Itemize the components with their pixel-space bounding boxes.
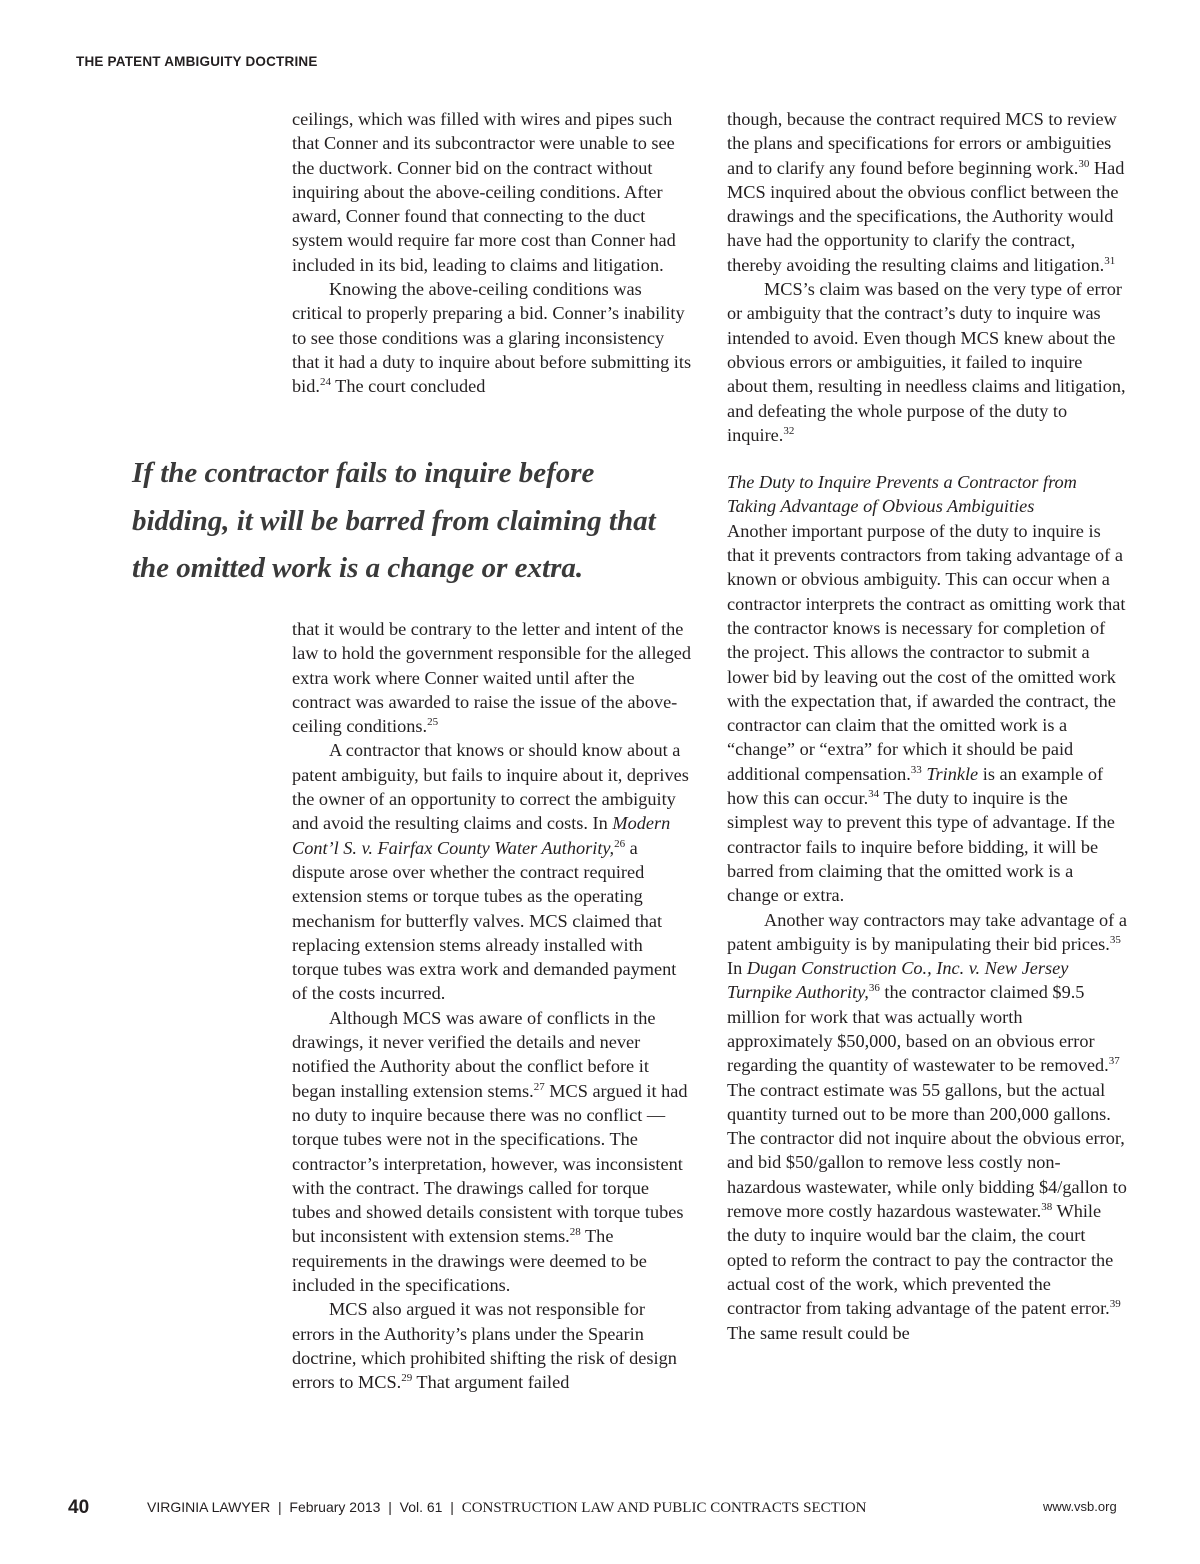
paragraph-text: MCS argued it had no duty to inquire because there was no conflict — torque tubes were not in the specifications. The contractor’s interpretation, however, was inconsistent with the contract. The drawings called for torque tubes and showed details consistent with torque tubes but inconsistent with extension stems. <box>292 1080 688 1247</box>
case-citation: Dugan Construction Co., Inc. v. New Jersey Turnpike Authority, <box>727 958 1069 1003</box>
footnote-ref: 29 <box>401 1372 413 1385</box>
website-url: www.vsb.org <box>1043 1499 1117 1514</box>
publication-line <box>147 1499 866 1517</box>
footnote-ref: 26 <box>614 837 626 850</box>
footnote-ref: 30 <box>1078 157 1090 170</box>
paragraph <box>727 908 1127 1345</box>
separator: | <box>277 1499 282 1515</box>
paragraph-text: though, because the contract required MCS to review the plans and specifications for errors or ambiguities and to clarify any found before beginning work. <box>727 109 1117 178</box>
paragraph-text: Although MCS was aware of conflicts in the drawings, it never verified the details and never notified the Authority about the conflict before it began installing extension stems. <box>292 1007 656 1101</box>
footnote-ref: 27 <box>533 1080 545 1093</box>
paragraph-text: MCS also argued it was not responsible for errors in the Authority’s plans under the Spearin doctrine, which prohibited shifting the risk of design errors to MCS. <box>292 1299 677 1393</box>
paragraph-text: While the duty to inquire would bar the claim, the court opted to reform the contract to pay the contractor the actual cost of the work, which prevented the contractor from taking advantage of the patent error. <box>727 1201 1114 1319</box>
page-footer <box>0 1497 1200 1527</box>
footnote-ref: 25 <box>427 716 439 729</box>
paragraph-text: is an example of how this can occur. <box>727 763 1104 809</box>
paragraph <box>292 277 692 398</box>
footnote-ref: 31 <box>1104 254 1116 267</box>
paragraph-text: that it would be contrary to the letter and intent of the law to hold the government responsible for the alleged extra work where Conner waited until after the contract was awarded to raise the issue of the above-ceiling conditions. <box>292 619 692 737</box>
paragraph <box>292 1006 692 1298</box>
paragraph-text: The requirements in the drawings were deemed to be included in the specifications. <box>292 1226 647 1296</box>
footnote-ref: 35 <box>1109 933 1121 946</box>
case-citation: Trinkle <box>926 763 979 784</box>
pull-quote: If the contractor fails to inquire before bidding, it will be barred from claiming that the omitted work is a change or extra. <box>132 457 656 584</box>
paragraph-text: The same result could be <box>727 1322 910 1343</box>
paragraph <box>292 1297 692 1394</box>
separator: | <box>388 1499 392 1515</box>
footnote-ref: 24 <box>319 376 331 389</box>
spacer <box>727 447 1127 470</box>
paragraph <box>727 519 1127 908</box>
paragraph-text: Knowing the above-ceiling conditions was critical to properly preparing a bid. Conner’s inability to see those conditions was a glaring inconsistency that it had a duty to inquire about before submitting its bid. <box>292 279 692 397</box>
issue-date: February 2013 <box>289 1499 381 1515</box>
paragraph-text: Had MCS inquired about the obvious conflict between the drawings and the specifications, the Authority would have had the opportunity to clarify the contract, thereby avoiding the resulting claims and litigation. <box>727 157 1125 275</box>
footnote-ref: 38 <box>1041 1201 1053 1214</box>
section-name: CONSTRUCTION LAW AND PUBLIC CONTRACTS SECTION <box>461 1500 867 1516</box>
paragraph-text: MCS’s claim was based on the very type of error or ambiguity that the contract’s duty to inquire was intended to avoid. Even though MCS knew about the obvious errors or ambiguities, it failed to inquire about them, resulting in needless claims and litigation, and defeating the whole purpose of the duty to inquire. <box>727 279 1126 445</box>
paragraph-text: The contract estimate was 55 gallons, but the actual quantity turned out to be more than 200,000 gallons. The contractor did not inquire about the obvious error, and bid $50/gallon to remove less costly non-hazardous wastewater, while only bidding $4/gallon to remove more costly hazardous wastewater. <box>727 1079 1127 1222</box>
separator: | <box>450 1499 454 1515</box>
column-right <box>727 107 1127 1345</box>
paragraph-text: A contractor that knows or should know about a patent ambiguity, but fails to inquire about it, deprives the owner of an opportunity to correct the ambiguity and avoid the resulting claims and costs. In <box>292 740 689 834</box>
column-top-left <box>292 107 692 399</box>
paragraph-text: In <box>727 958 747 979</box>
paragraph-text: ceilings, which was filled with wires and pipes such that Conner and its subcontractor were unable to see the ductwork. Conner bid on the contract without inquiring about the above-ceiling conditions. After award, Conner found that connecting to the duct system would require far more cost than Conner had included in its bid, leading to claims and litigation. <box>292 109 676 275</box>
paragraph <box>727 107 1127 277</box>
footnote-ref: 39 <box>1109 1298 1121 1311</box>
footnote-ref: 28 <box>569 1226 581 1239</box>
paragraph <box>292 107 692 277</box>
paragraph-text: a dispute arose over whether the contract required extension stems or torque tubes as the operating mechanism for butterfly valves. MCS claimed that replacing extension stems already installed with torque tubes was extra work and demanded payment of the costs incurred. <box>292 837 677 1004</box>
footnote-ref: 32 <box>783 424 795 437</box>
case-citation: Modern Cont’l S. v. Fairfax County Water Authority, <box>292 813 671 858</box>
running-head: THE PATENT AMBIGUITY DOCTRINE <box>76 54 318 69</box>
paragraph-text: That argument failed <box>412 1372 570 1393</box>
footnote-ref: 37 <box>1108 1055 1120 1068</box>
paragraph-text: Another important purpose of the duty to inquire is that it prevents contractors from taking advantage of a known or obvious ambiguity. This can occur when a contractor interprets the contract as omitting work that the contractor knows is necessary for completion of the project. This allows the contractor to submit a lower bid by leaving out the cost of the omitted work with the expectation that, if awarded the contract, the contractor can claim that the omitted work is a “change” or “extra” for which it should be paid additional compensation. <box>727 520 1126 784</box>
paragraph-text: the contractor claimed $9.5 million for work that was actually worth approximately $50,000, based on an obvious error regarding the quantity of wastewater to be removed. <box>727 982 1109 1076</box>
column-bottom-left <box>292 617 692 1395</box>
volume: Vol. 61 <box>399 1499 443 1515</box>
paragraph <box>727 277 1127 447</box>
paragraph-text: Another way contractors may take advantage of a patent ambiguity is by manipulating their bid prices. <box>727 909 1127 954</box>
footnote-ref: 34 <box>868 788 880 801</box>
paragraph <box>292 738 692 1005</box>
footnote-ref: 33 <box>910 763 922 776</box>
publication-name: VIRGINIA LAWYER <box>147 1499 271 1515</box>
paragraph-text: The court concluded <box>330 376 486 397</box>
page-number: 40 <box>68 1497 90 1518</box>
paragraph <box>292 617 692 738</box>
footnote-ref: 36 <box>868 982 880 995</box>
subheading: The Duty to Inquire Prevents a Contractor from Taking Advantage of Obvious Ambiguities <box>727 472 1077 517</box>
paragraph-text: The duty to inquire is the simplest way to prevent this type of advantage. If the contractor fails to inquire before bidding, it will be barred from claiming that the omitted work is a change or extra. <box>727 788 1115 906</box>
